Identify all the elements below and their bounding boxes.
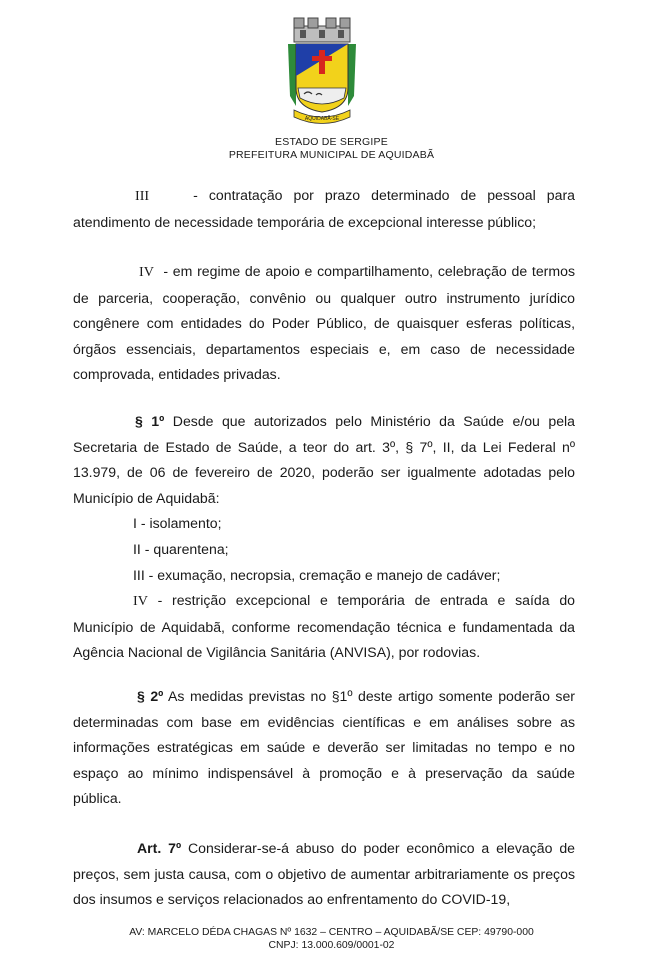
paragraph-2-label: § 2º xyxy=(137,688,164,704)
paragraph-2 xyxy=(73,684,575,812)
item-iv-paragraph xyxy=(73,259,575,388)
paragraph-1-label: § 1º xyxy=(135,413,165,429)
paragraph-2-text: As medidas previstas no §1º deste artigo somente poderão ser determinadas com base em evidências científicas e em análises sobre as informações estratégicas em saúde e deverão ser limitadas no tempo e no espaço ao mínimo indispensável à promoção e à preservação da saúde pública. xyxy=(73,688,575,807)
item-iii-text: - contratação por prazo determinado de pessoal para atendimento de necessidade temporária de excepcional interesse público; xyxy=(73,187,575,230)
article-7 xyxy=(73,836,575,913)
sub-item-iii-number: III xyxy=(133,566,145,583)
paragraph-1 xyxy=(73,409,575,511)
item-iii-block xyxy=(73,183,575,235)
sub-item-iii-text: - exumação, necropsia, cremação e manejo de cadáver; xyxy=(148,566,501,583)
item-iv-block xyxy=(73,259,575,388)
footer-address: AV: MARCELO DÉDA CHAGAS Nº 1632 – CENTRO – AQUIDABÃ/SE CEP: 49790-000 xyxy=(129,927,534,938)
sub-item-i: I - isolamento; xyxy=(133,515,222,532)
sub-item-ii: II - quarentena; xyxy=(133,540,229,557)
sub-item-iv xyxy=(73,588,575,666)
sub-item-iii xyxy=(73,563,575,589)
sub-item-iv-text: - restrição excepcional e temporária de entrada e saída do Município de Aquidabã, conforme recomendação técnica e fundamentada da Agência Nacional de Vigilância Sanitária (ANVISA), por rodovias. xyxy=(73,592,575,661)
article-7-text: Considerar-se-á abuso do poder econômico a elevação de preços, sem justa causa, com o objetivo de aumentar arbitrariamente os preços dos insumos e serviços relacionados ao enfrentamento do COVID-19, xyxy=(73,840,575,908)
item-iii-paragraph xyxy=(73,183,575,235)
paragraph-2-block xyxy=(73,684,575,812)
paragraph-1-block xyxy=(73,409,575,666)
municipal-coat-of-arms xyxy=(286,16,358,128)
footer-cnpj: CNPJ: 13.000.609/0001-02 xyxy=(268,940,395,951)
crest-ribbon-text: AQUIDABÃ-SE xyxy=(304,116,340,122)
sub-item-iv-number: IV xyxy=(133,593,148,610)
paragraph-1-text: Desde que autorizados pelo Ministério da Saúde e/ou pela Secretaria de Estado de Saúde, a teor do art. 3º, § 7º, II, da Lei Federal nº 13.979, de 06 de fevereiro de 2020, poderão ser igualmente adotadas pelo Município de Aquidabã: xyxy=(73,413,576,506)
article-7-block xyxy=(73,836,575,913)
prefecture-name: PREFEITURA MUNICIPAL DE AQUIDABÃ xyxy=(228,149,435,161)
article-7-label: Art. 7º xyxy=(137,840,182,856)
state-name: ESTADO DE SERGIPE xyxy=(275,136,388,148)
item-iv-number: IV xyxy=(139,264,154,280)
item-iv-text: - em regime de apoio e compartilhamento, celebração de termos de parceria, cooperação, convênio ou qualquer outro instrumento jurídico congênere com entidades do Poder Público, de quaisquer esferas políticas, órgãos essenciais, departamentos especiais e, em caso de necessidade comprovada, entidades privadas. xyxy=(73,263,575,383)
item-iii-number: III xyxy=(135,188,150,204)
